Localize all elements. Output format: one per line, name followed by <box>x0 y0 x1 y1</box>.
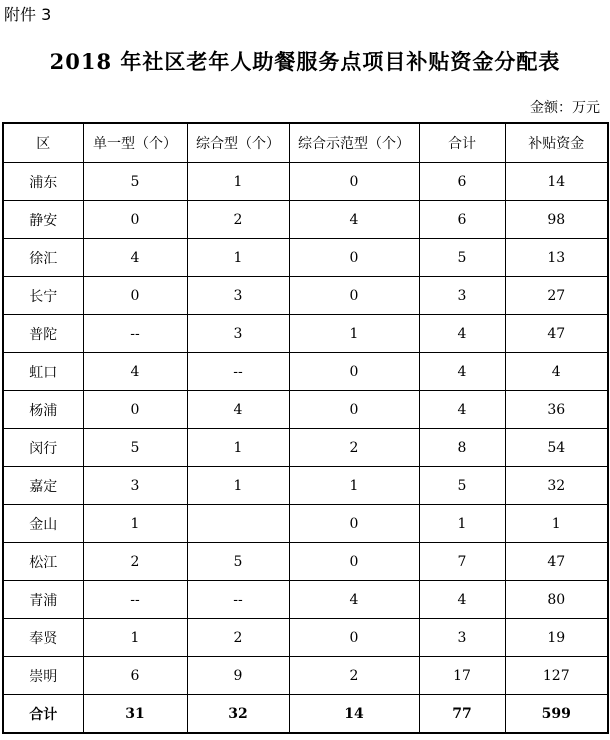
cell-district: 徐汇 <box>3 239 83 277</box>
cell-single-type: 6 <box>83 657 187 695</box>
cell-demo-type: 2 <box>289 429 419 467</box>
cell-subsidy: 13 <box>505 239 608 277</box>
cell-comprehensive-type: 4 <box>187 391 289 429</box>
cell-subtotal: 4 <box>419 581 505 619</box>
cell-district: 杨浦 <box>3 391 83 429</box>
table-row <box>3 201 608 239</box>
cell-district: 金山 <box>3 505 83 543</box>
table-row <box>3 391 608 429</box>
total-comprehensive-type: 32 <box>187 695 289 734</box>
cell-single-type: 2 <box>83 543 187 581</box>
cell-subsidy: 47 <box>505 543 608 581</box>
table-row <box>3 657 608 695</box>
cell-subtotal: 4 <box>419 353 505 391</box>
total-demo-type: 14 <box>289 695 419 734</box>
cell-demo-type: 4 <box>289 581 419 619</box>
cell-demo-type: 0 <box>289 391 419 429</box>
cell-demo-type: 1 <box>289 315 419 353</box>
cell-demo-type: 4 <box>289 201 419 239</box>
cell-subtotal: 6 <box>419 163 505 201</box>
cell-comprehensive-type: 1 <box>187 467 289 505</box>
cell-district: 青浦 <box>3 581 83 619</box>
cell-subsidy: 32 <box>505 467 608 505</box>
table-row <box>3 163 608 201</box>
total-label: 合计 <box>3 695 83 734</box>
cell-subsidy: 127 <box>505 657 608 695</box>
table-row <box>3 505 608 543</box>
cell-subsidy: 36 <box>505 391 608 429</box>
cell-subtotal: 3 <box>419 619 505 657</box>
cell-comprehensive-type: 1 <box>187 239 289 277</box>
cell-subtotal: 4 <box>419 315 505 353</box>
cell-single-type: 4 <box>83 353 187 391</box>
cell-subtotal: 8 <box>419 429 505 467</box>
cell-single-type: 0 <box>83 391 187 429</box>
cell-subtotal: 3 <box>419 277 505 315</box>
cell-subsidy: 98 <box>505 201 608 239</box>
header-comprehensive-type: 综合型（个） <box>187 123 289 163</box>
table-row <box>3 277 608 315</box>
table-row <box>3 429 608 467</box>
cell-district: 浦东 <box>3 163 83 201</box>
attachment-label: 附件 3 <box>4 5 52 24</box>
cell-single-type: -- <box>83 581 187 619</box>
cell-comprehensive-type: -- <box>187 353 289 391</box>
header-district: 区 <box>3 123 83 163</box>
cell-subsidy: 1 <box>505 505 608 543</box>
cell-single-type: 1 <box>83 619 187 657</box>
cell-demo-type: 0 <box>289 239 419 277</box>
cell-single-type: 5 <box>83 163 187 201</box>
cell-comprehensive-type: 1 <box>187 429 289 467</box>
cell-subtotal: 1 <box>419 505 505 543</box>
cell-subtotal: 17 <box>419 657 505 695</box>
cell-subsidy: 14 <box>505 163 608 201</box>
cell-comprehensive-type: 2 <box>187 201 289 239</box>
cell-demo-type: 1 <box>289 467 419 505</box>
table-row <box>3 543 608 581</box>
cell-district: 奉贤 <box>3 619 83 657</box>
cell-district: 崇明 <box>3 657 83 695</box>
total-row <box>3 695 608 734</box>
cell-subtotal: 7 <box>419 543 505 581</box>
cell-single-type: 0 <box>83 201 187 239</box>
cell-district: 长宁 <box>3 277 83 315</box>
cell-district: 松江 <box>3 543 83 581</box>
cell-district: 静安 <box>3 201 83 239</box>
cell-subtotal: 4 <box>419 391 505 429</box>
table-row <box>3 353 608 391</box>
cell-district: 虹口 <box>3 353 83 391</box>
cell-demo-type: 2 <box>289 657 419 695</box>
unit-note: 金额：万元 <box>530 100 600 116</box>
cell-comprehensive-type: 5 <box>187 543 289 581</box>
cell-subsidy: 80 <box>505 581 608 619</box>
cell-comprehensive-type: 9 <box>187 657 289 695</box>
allocation-table <box>2 122 609 734</box>
page-title: 2018 年社区老年人助餐服务点项目补贴资金分配表 <box>49 49 561 74</box>
cell-single-type: -- <box>83 315 187 353</box>
header-subtotal: 合计 <box>419 123 505 163</box>
table-row <box>3 581 608 619</box>
cell-subtotal: 5 <box>419 239 505 277</box>
cell-subsidy: 4 <box>505 353 608 391</box>
cell-demo-type: 0 <box>289 277 419 315</box>
cell-demo-type: 0 <box>289 543 419 581</box>
table-row <box>3 315 608 353</box>
cell-demo-type: 0 <box>289 619 419 657</box>
cell-subtotal: 5 <box>419 467 505 505</box>
cell-subtotal: 6 <box>419 201 505 239</box>
cell-single-type: 1 <box>83 505 187 543</box>
cell-single-type: 3 <box>83 467 187 505</box>
header-single-type: 单一型（个） <box>83 123 187 163</box>
total-single-type: 31 <box>83 695 187 734</box>
table-row <box>3 619 608 657</box>
cell-district: 闵行 <box>3 429 83 467</box>
table-row <box>3 467 608 505</box>
cell-comprehensive-type: -- <box>187 581 289 619</box>
cell-single-type: 5 <box>83 429 187 467</box>
cell-single-type: 4 <box>83 239 187 277</box>
cell-comprehensive-type: 3 <box>187 277 289 315</box>
total-subsidy: 599 <box>505 695 608 734</box>
cell-subsidy: 27 <box>505 277 608 315</box>
table-row <box>3 239 608 277</box>
cell-single-type: 0 <box>83 277 187 315</box>
table-header-row <box>3 123 608 163</box>
cell-subsidy: 19 <box>505 619 608 657</box>
cell-comprehensive-type <box>187 505 289 543</box>
header-demo-type: 综合示范型（个） <box>289 123 419 163</box>
cell-district: 普陀 <box>3 315 83 353</box>
cell-demo-type: 0 <box>289 505 419 543</box>
cell-comprehensive-type: 3 <box>187 315 289 353</box>
cell-comprehensive-type: 2 <box>187 619 289 657</box>
cell-comprehensive-type: 1 <box>187 163 289 201</box>
cell-district: 嘉定 <box>3 467 83 505</box>
cell-demo-type: 0 <box>289 353 419 391</box>
header-subsidy: 补贴资金 <box>505 123 608 163</box>
total-subtotal: 77 <box>419 695 505 734</box>
cell-demo-type: 0 <box>289 163 419 201</box>
cell-subsidy: 54 <box>505 429 608 467</box>
cell-subsidy: 47 <box>505 315 608 353</box>
